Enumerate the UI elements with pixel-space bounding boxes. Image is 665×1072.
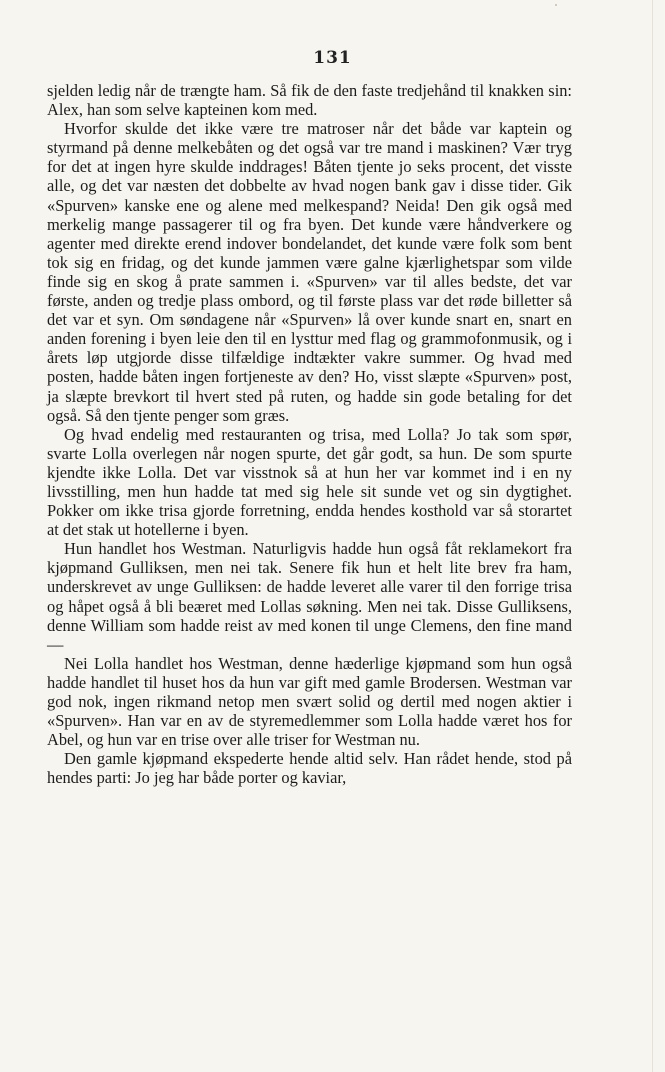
body-text: [47, 81, 572, 787]
page-number: 131: [313, 48, 352, 68]
page-edge-line: [652, 0, 653, 1072]
paragraph: Hun handlet hos Westman. Naturligvis hadde hun også fåt reklamekort fra kjøpmand Gulliksen, men nei tak. Senere fik hun et helt lite brev fra ham, underskrevet av unge Gulliksen: de hadde leveret alle varer til den forrige trisa og håpet også å bli beæret med Lollas søkning. Men nei tak. Disse Gulliksens, denne William som hadde reist av med konen til unge Clemens, den fine mand —: [47, 539, 572, 654]
paragraph: Og hvad endelig med restauranten og trisa, med Lolla? Jo tak som spør, svarte Lolla overlegen når nogen spurte, det går godt, sa hun. De som spurte kjendte ikke Lolla. Det var visstnok så at hun her var kommet ind i en ny livsstilling, men hun hadde tat med sig hele sit sunde vet og sin dygtighet. Pokker om ikke trisa gjorde forretning, endda hendes kosthold var så storartet at det stak ut hotellerne i byen.: [47, 424, 572, 540]
paragraph: Nei Lolla handlet hos Westman, denne hæderlige kjøpmand som hun også hadde handlet til huset hos da hun var gift med gamle Brodersen. Westman var god nok, ingen rikmand netop men svært solid og dertil med nogen aktier i «Spurven». Han var en av de styremedlemmer som Lolla hadde været hos for Abel, og hun var en trise over alle triser for Westman nu.: [47, 653, 572, 750]
paragraph: Den gamle kjøpmand ekspederte hende altid selv. Han rådet hende, stod på hendes parti: Jo jeg har både porter og kaviar,: [47, 749, 572, 788]
paragraph: Hvorfor skulde det ikke være tre matroser når det både var kaptein og styrmand på denne melkebåten og det også var tre mand i maskinen? Vær tryg for det at ingen hyre skulde inddrages! Båten tjente jo seks procent, det visste alle, og det var næsten det dobbelte av hvad nogen bank gav i disse tider. Gik «Spurven» kanske ene og alene med melkespand? Neida! Den gik også med merkelig mange passagerer til og fra byen. Det kunde være håndverkere og agenter med direkte erend indover bondelandet, det kunde være folk som bent tok sig en fridag, og det kunde jammen være galne kjærlighetspar som vilde finde sig en skog å prate sammen i. «Spurven» var til alles bedste, det var første, anden og tredje plass ombord, og til første plass var det røde billetter så det var et syn. Om søndagene når «Spurven» lå over kunde snart en, snart en anden forening i byen leie den til en lysttur med flag og grammofonmusik, og i årets løp utgjorde disse tilfældige indtækter vakre summer. Og hvad med posten, hadde båten ingen fortjeneste av den? Ho, visst slæpte «Spurven» post, ja slæpte brevkort til hvert sted på ruten, og hadde sin gode betaling for det også. Så den tjente penger som græs.: [47, 119, 572, 425]
paragraph-continued: sjelden ledig når de trængte ham. Så fik de den faste tredjehånd til knakken sin: Alex, han som selve kapteinen kom med.: [47, 81, 572, 120]
scan-speck: [555, 4, 557, 6]
